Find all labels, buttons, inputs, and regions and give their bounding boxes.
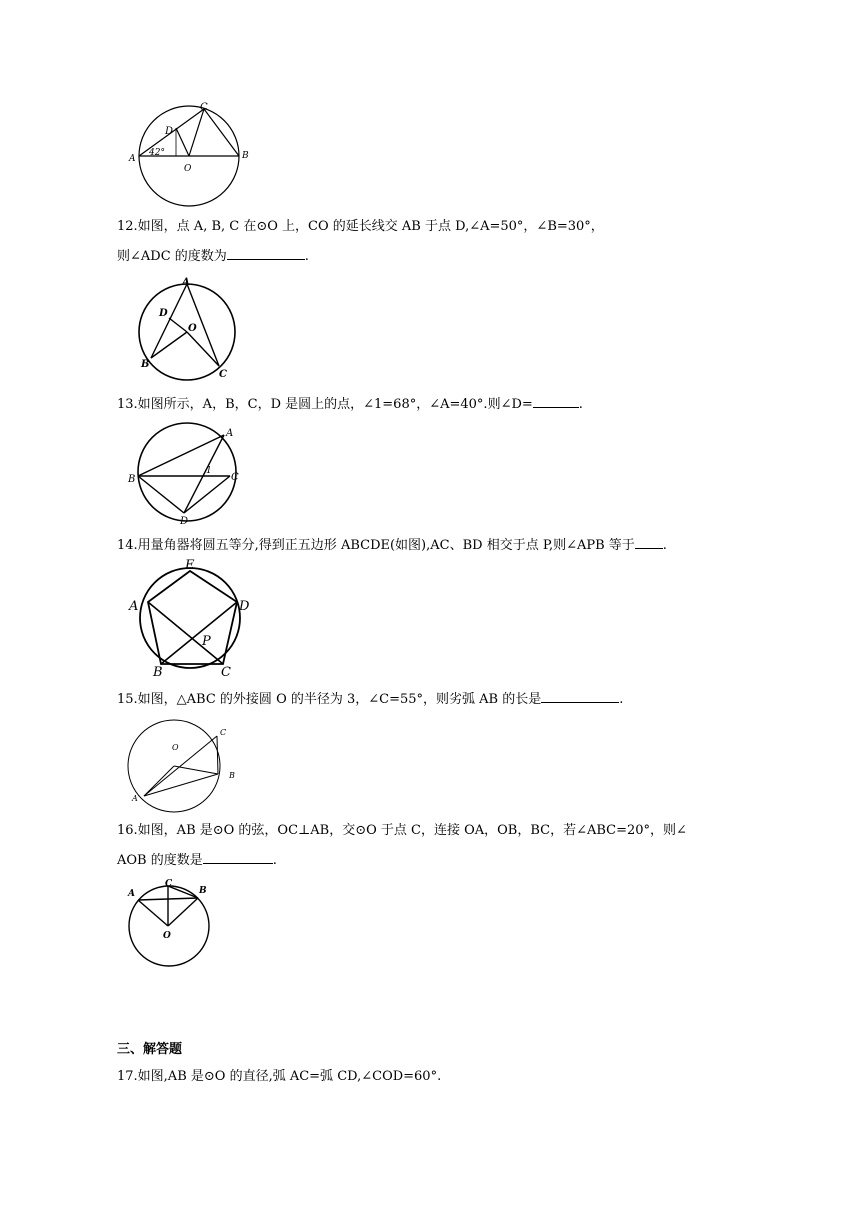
fig11-label-c: C bbox=[200, 102, 208, 113]
question-13-text: 13.如图所示，A，B，C，D 是圆上的点，∠1=68°，∠A=40°.则∠D= bbox=[117, 397, 533, 412]
question-16-line2 bbox=[117, 850, 277, 870]
fig14-label-b: B bbox=[153, 665, 163, 678]
fig13-angle-1: 1 bbox=[206, 466, 212, 476]
fig12-label-a: A bbox=[182, 277, 190, 288]
fig11-label-a: A bbox=[129, 154, 136, 164]
answer-blank-12[interactable] bbox=[227, 246, 305, 260]
fig13-label-b: B bbox=[128, 474, 136, 485]
question-16-end: . bbox=[272, 853, 277, 868]
question-12-line1: 12.如图，点 A, B, C 在⊙O 上，CO 的延长线交 AB 于点 D,∠A=50°，∠B=30°， bbox=[117, 219, 604, 234]
fig15-label-o: O bbox=[172, 743, 179, 752]
fig15-label-b: B bbox=[229, 771, 235, 780]
fig14-label-d: D bbox=[239, 599, 250, 614]
question-12-end: . bbox=[304, 249, 309, 264]
fig12-label-b: B bbox=[141, 359, 150, 370]
fig16-label-b: B bbox=[199, 886, 207, 896]
question-14-end: . bbox=[662, 538, 667, 553]
fig12-label-o: O bbox=[188, 323, 197, 334]
answer-blank-13[interactable] bbox=[533, 394, 579, 408]
fig11-angle-label: 42° bbox=[149, 148, 165, 158]
fig15-label-c: C bbox=[220, 728, 227, 737]
question-15 bbox=[117, 689, 623, 709]
fig12-label-d: D bbox=[159, 308, 168, 319]
fig15-label-a: A bbox=[132, 794, 138, 803]
figure-16 bbox=[126, 876, 226, 971]
question-15-text: 15.如图，△ABC 的外接圆 O 的半径为 3，∠C=55°，则劣弧 AB 的长是 bbox=[117, 692, 542, 707]
figure-13 bbox=[126, 420, 246, 528]
figure-15 bbox=[126, 716, 246, 816]
figure-12 bbox=[131, 276, 246, 384]
figure-11 bbox=[124, 100, 264, 210]
answer-blank-14[interactable] bbox=[635, 535, 663, 549]
question-16-line1: 16.如图，AB 是⊙O 的弦，OC⊥AB，交⊙O 于点 C，连接 OA，OB，BC，若∠ABC=20°，则∠ bbox=[117, 823, 687, 838]
fig12-label-c: C bbox=[219, 369, 227, 380]
fig16-label-c: C bbox=[165, 879, 173, 889]
fig14-label-a: A bbox=[129, 599, 139, 614]
section-3-title: 三、解答题 bbox=[117, 1042, 183, 1057]
question-12-line2 bbox=[117, 246, 309, 266]
fig13-label-c: C bbox=[231, 472, 239, 483]
question-13-end: . bbox=[578, 397, 583, 412]
fig14-label-e: E bbox=[185, 558, 195, 573]
answer-blank-15[interactable] bbox=[541, 689, 619, 703]
question-12-text: 则∠ADC 的度数为 bbox=[117, 249, 227, 264]
fig14-label-c: C bbox=[221, 665, 231, 678]
fig16-label-a: A bbox=[128, 889, 135, 899]
fig11-label-o: O bbox=[184, 164, 192, 174]
question-15-end: . bbox=[619, 692, 624, 707]
fig13-label-a: A bbox=[226, 428, 234, 439]
fig13-label-d: D bbox=[180, 516, 189, 527]
question-13 bbox=[117, 394, 583, 414]
fig11-label-d: D bbox=[165, 126, 174, 137]
question-17: 17.如图,AB 是⊙O 的直径,弧 AC=弧 CD,∠COD=60°. bbox=[117, 1069, 442, 1084]
answer-blank-16[interactable] bbox=[203, 850, 273, 864]
question-14 bbox=[117, 535, 667, 555]
question-14-text: 14.用量角器将圆五等分,得到正五边形 ABCDE(如图),AC、BD 相交于点 P,则∠APB 等于 bbox=[117, 538, 635, 553]
fig16-label-o: O bbox=[163, 931, 171, 941]
question-16-text: AOB 的度数是 bbox=[117, 853, 203, 868]
figure-14 bbox=[126, 558, 256, 678]
fig14-label-p: P bbox=[202, 634, 211, 649]
fig11-label-b: B bbox=[242, 151, 249, 161]
